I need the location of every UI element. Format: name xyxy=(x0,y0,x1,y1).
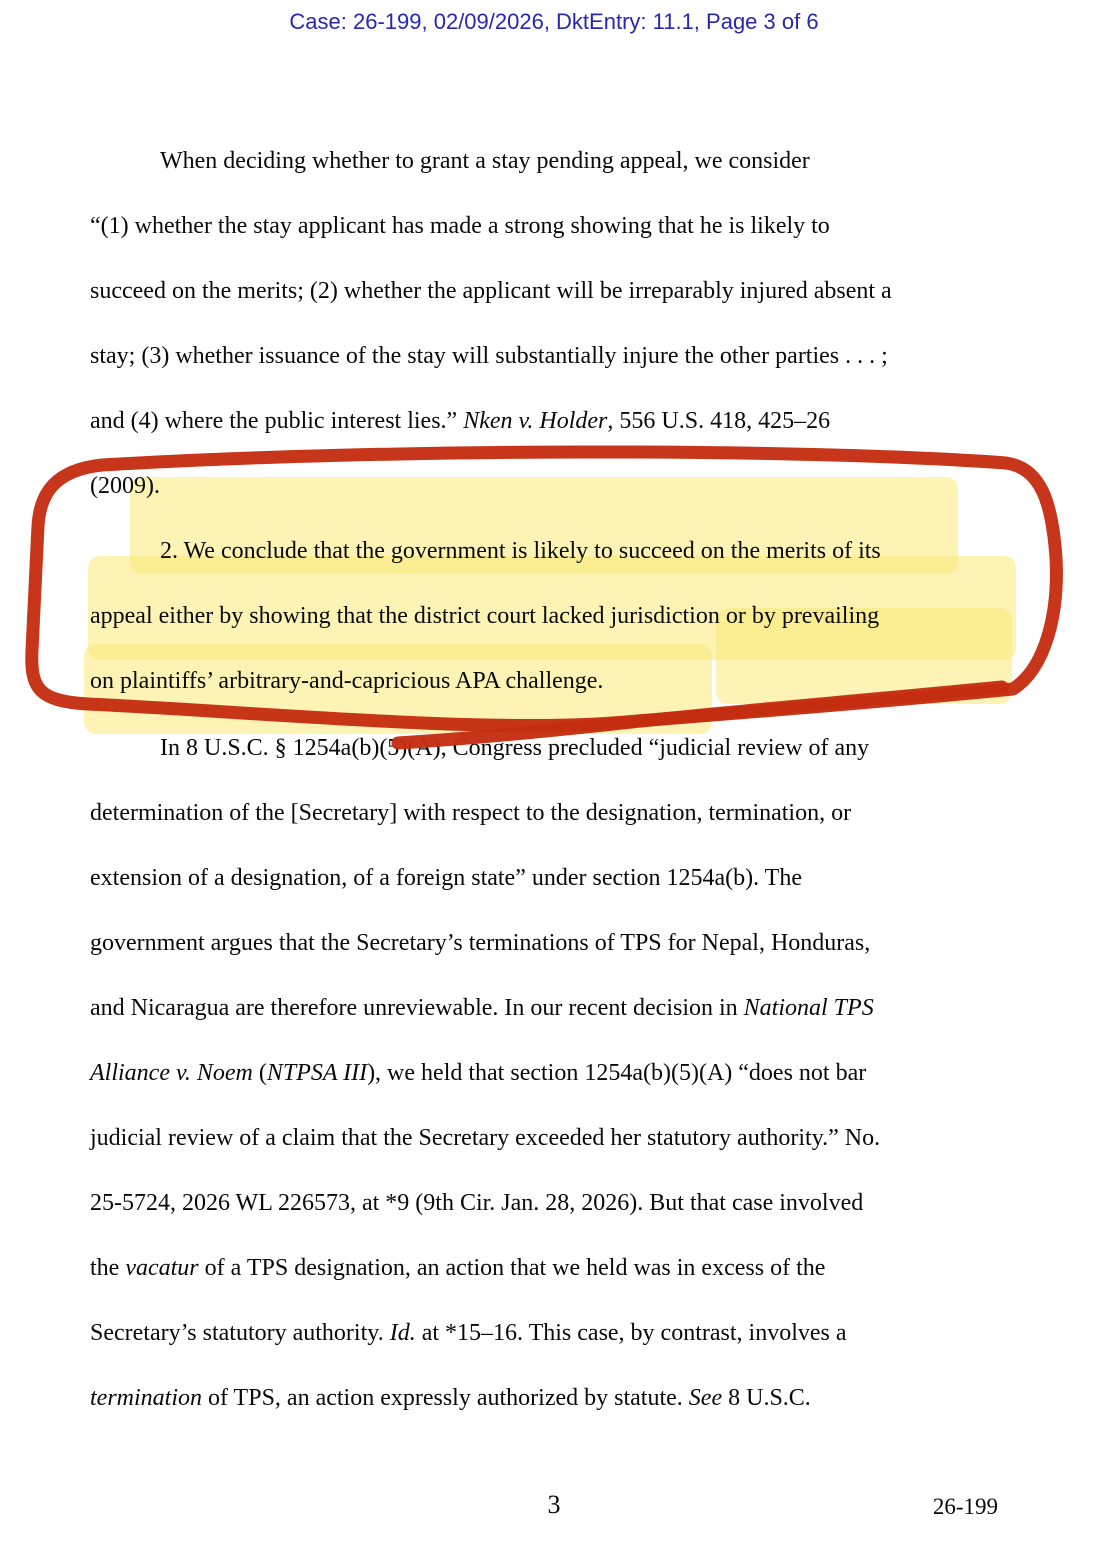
text-line xyxy=(90,1041,1035,1106)
text-segment: and (4) where the public interest lies.” xyxy=(90,408,464,434)
italic-text-segment: termination xyxy=(90,1385,202,1411)
text-segment: “(1) whether the stay applicant has made a strong showing that he is likely to xyxy=(90,213,830,239)
paragraph-conclusion-highlighted xyxy=(90,519,1035,714)
italic-text-segment: Alliance v. Noem xyxy=(90,1060,253,1086)
text-line xyxy=(90,1236,1035,1301)
text-segment: (2009). xyxy=(90,473,160,499)
text-line xyxy=(90,846,1035,911)
text-segment: on plaintiffs’ arbitrary-and-capricious APA challenge. xyxy=(90,668,604,694)
text-line xyxy=(90,911,1035,976)
italic-text-segment: See xyxy=(688,1385,723,1411)
text-segment: , 556 U.S. 418, 425–26 xyxy=(607,408,831,434)
text-line xyxy=(90,1106,1035,1171)
text-line xyxy=(90,1301,1035,1366)
text-segment: at *15–16. This case, by contrast, involves a xyxy=(415,1320,847,1346)
paragraph-stay-standard xyxy=(90,129,1035,519)
text-line xyxy=(90,1171,1035,1236)
text-segment: of TPS, an action expressly authorized by statute. xyxy=(202,1385,689,1411)
italic-text-segment: Nken v. Holder xyxy=(463,408,608,434)
text-line xyxy=(90,324,1035,389)
paragraph-jurisdiction xyxy=(90,716,1035,1431)
text-line xyxy=(90,389,1035,454)
text-line xyxy=(90,781,1035,846)
text-segment: the xyxy=(90,1255,126,1281)
text-segment: When deciding whether to grant a stay pending appeal, we consider xyxy=(160,148,810,174)
text-segment: succeed on the merits; (2) whether the applicant will be irreparably injured absent a xyxy=(90,278,892,304)
text-segment: government argues that the Secretary’s terminations of TPS for Nepal, Honduras, xyxy=(90,930,871,956)
text-segment: ), we held that section 1254a(b)(5)(A) “does not bar xyxy=(367,1060,867,1086)
text-segment: judicial review of a claim that the Secretary exceeded her statutory authority.” No. xyxy=(90,1125,881,1151)
text-segment: 2. We conclude that the government is likely to succeed on the merits of its xyxy=(160,538,881,564)
text-line xyxy=(90,454,1035,519)
text-segment: and Nicaragua are therefore unreviewable. In our recent decision in xyxy=(90,995,744,1021)
page-number: 3 xyxy=(547,1490,561,1519)
italic-text-segment: Id. xyxy=(389,1320,416,1346)
text-line xyxy=(90,1366,1035,1431)
italic-text-segment: NTPSA III xyxy=(266,1060,368,1086)
text-segment: stay; (3) whether issuance of the stay will substantially injure the other parties . . . ; xyxy=(90,343,888,369)
text-line xyxy=(90,194,1035,259)
text-line xyxy=(90,716,1035,781)
text-segment: 8 U.S.C. xyxy=(722,1385,811,1411)
text-segment: ( xyxy=(252,1060,267,1086)
text-line xyxy=(90,519,1035,584)
docket-number: 26-199 xyxy=(932,1494,998,1519)
text-segment: 25-5724, 2026 WL 226573, at *9 (9th Cir. Jan. 28, 2026). But that case involved xyxy=(90,1190,864,1216)
text-segment: extension of a designation, of a foreign state” under section 1254a(b). The xyxy=(90,865,802,891)
text-line xyxy=(90,129,1035,194)
italic-text-segment: vacatur xyxy=(125,1255,199,1281)
text-segment: In 8 U.S.C. § 1254a(b)(5)(A), Congress precluded “judicial review of any xyxy=(160,735,870,761)
text-segment: appeal either by showing that the district court lacked jurisdiction or by prevailing xyxy=(90,603,880,629)
text-segment: of a TPS designation, an action that we held was in excess of the xyxy=(198,1255,826,1281)
italic-text-segment: National TPS xyxy=(743,995,874,1021)
text-segment: Secretary’s statutory authority. xyxy=(90,1320,390,1346)
text-line xyxy=(90,584,1035,649)
text-line xyxy=(90,976,1035,1041)
text-segment: determination of the [Secretary] with respect to the designation, termination, or xyxy=(90,800,852,826)
ecf-stamp-header: Case: 26-199, 02/09/2026, DktEntry: 11.1, Page 3 of 6 xyxy=(289,9,819,34)
text-line xyxy=(90,649,1035,714)
text-line xyxy=(90,259,1035,324)
